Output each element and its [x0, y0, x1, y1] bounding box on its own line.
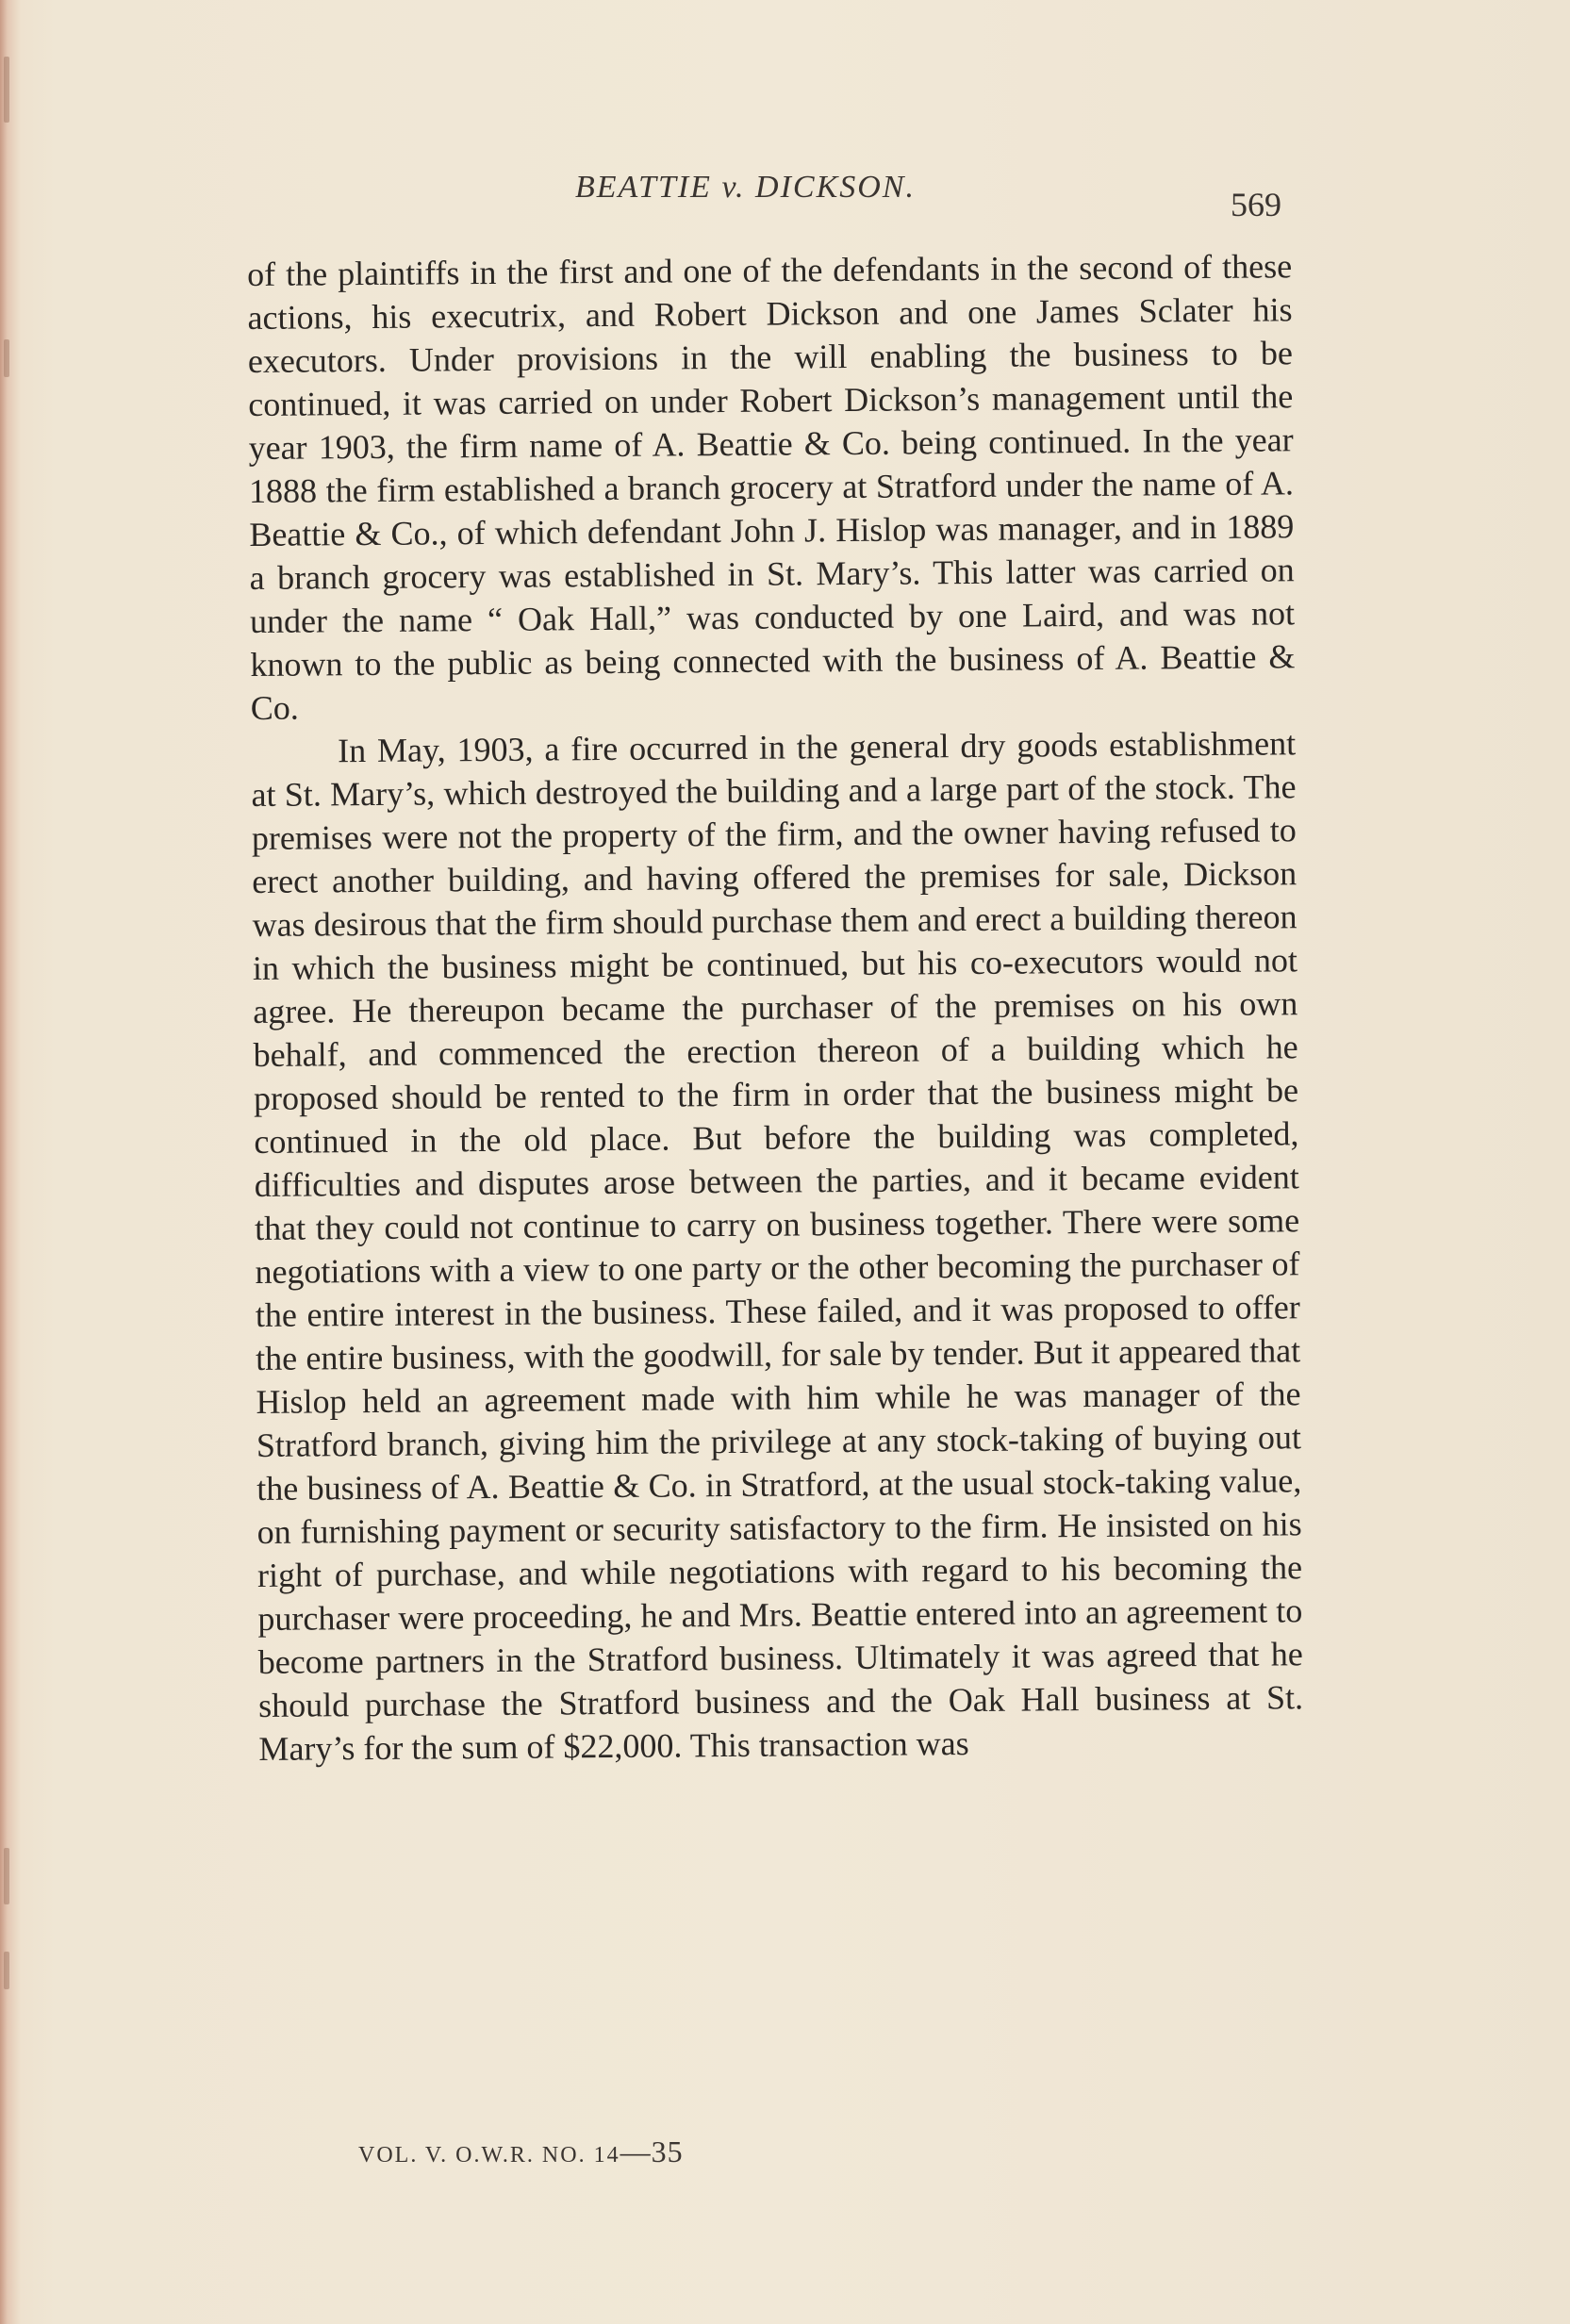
binding-edge — [4, 0, 13, 2324]
signature-line — [358, 2134, 684, 2169]
paragraph: In May, 1903, a fire occurred in the general dry goods establishment at St. Mary’s, which destroyed the building and a large part of the stock. The premises were not the property of the firm, and the owner having refused to erect another building, and having offered the premises for sale, Dickson was desirous that the firm should purchase them and erect a building thereon in which the business might be continued, but his co-executors would not agree. He thereupon became the purchaser of the premises on his own behalf, and commenced the erection thereon of a building which he proposed should be rented to the firm in order that the business might be continued in the old place. But before the building was completed, difficulties and disputes arose between the parties, and it became evident that they could not continue to carry on business together. There were some negotiations with a view to one party or the other becoming the purchaser of the entire interest in the business. These failed, and it was proposed to offer the entire business, with the goodwill, for sale by tender. But it appeared that Hislop held an agreement made with him while he was manager of the Stratford branch, giving him the privilege at any stock-taking of buying out the business of A. Beattie & Co. in Stratford, at the usual stock-taking value, on furnishing payment or security satisfactory to the firm. He insisted on his right of purchase, and while negotiations with regard to his becoming the purchaser were proceeding, he and Mrs. Beattie entered into an agreement to become partners in the Stratford business. Ultimately it was agreed that he should purchase the Stratford business and the Oak Hall business at St. Mary’s for the sum of $22,000. This transaction was — [251, 724, 1304, 1768]
running-title: BEATTIE v. DICKSON. — [575, 170, 916, 205]
signature-mark: —35 — [620, 2134, 684, 2168]
page-number: 569 — [1231, 186, 1281, 223]
volume-reference: VOL. V. O.W.R. NO. 14 — [358, 2143, 620, 2167]
body-text — [247, 244, 1304, 1771]
paragraph: of the plaintiffs in the first and one of the defendants in the second of these actions, his executrix, and Robert Dickson and one James Sclater his executors. Under provisions in the will enabling the business to be continued, it was carried on under Robert Dickson’s management until the year 1903, the firm name of A. Beattie & Co. being continued. In the year 1888 the firm established a branch grocery at Stratford under the name of A. Beattie & Co., of which defendant John J. Hislop was manager, and in 1889 a branch grocery was established in St. Mary’s. This latter was carried on under the name “ Oak Hall,” was conducted by one Laird, and was not known to the public as being connected with the business of A. Beattie & Co. — [247, 247, 1296, 727]
